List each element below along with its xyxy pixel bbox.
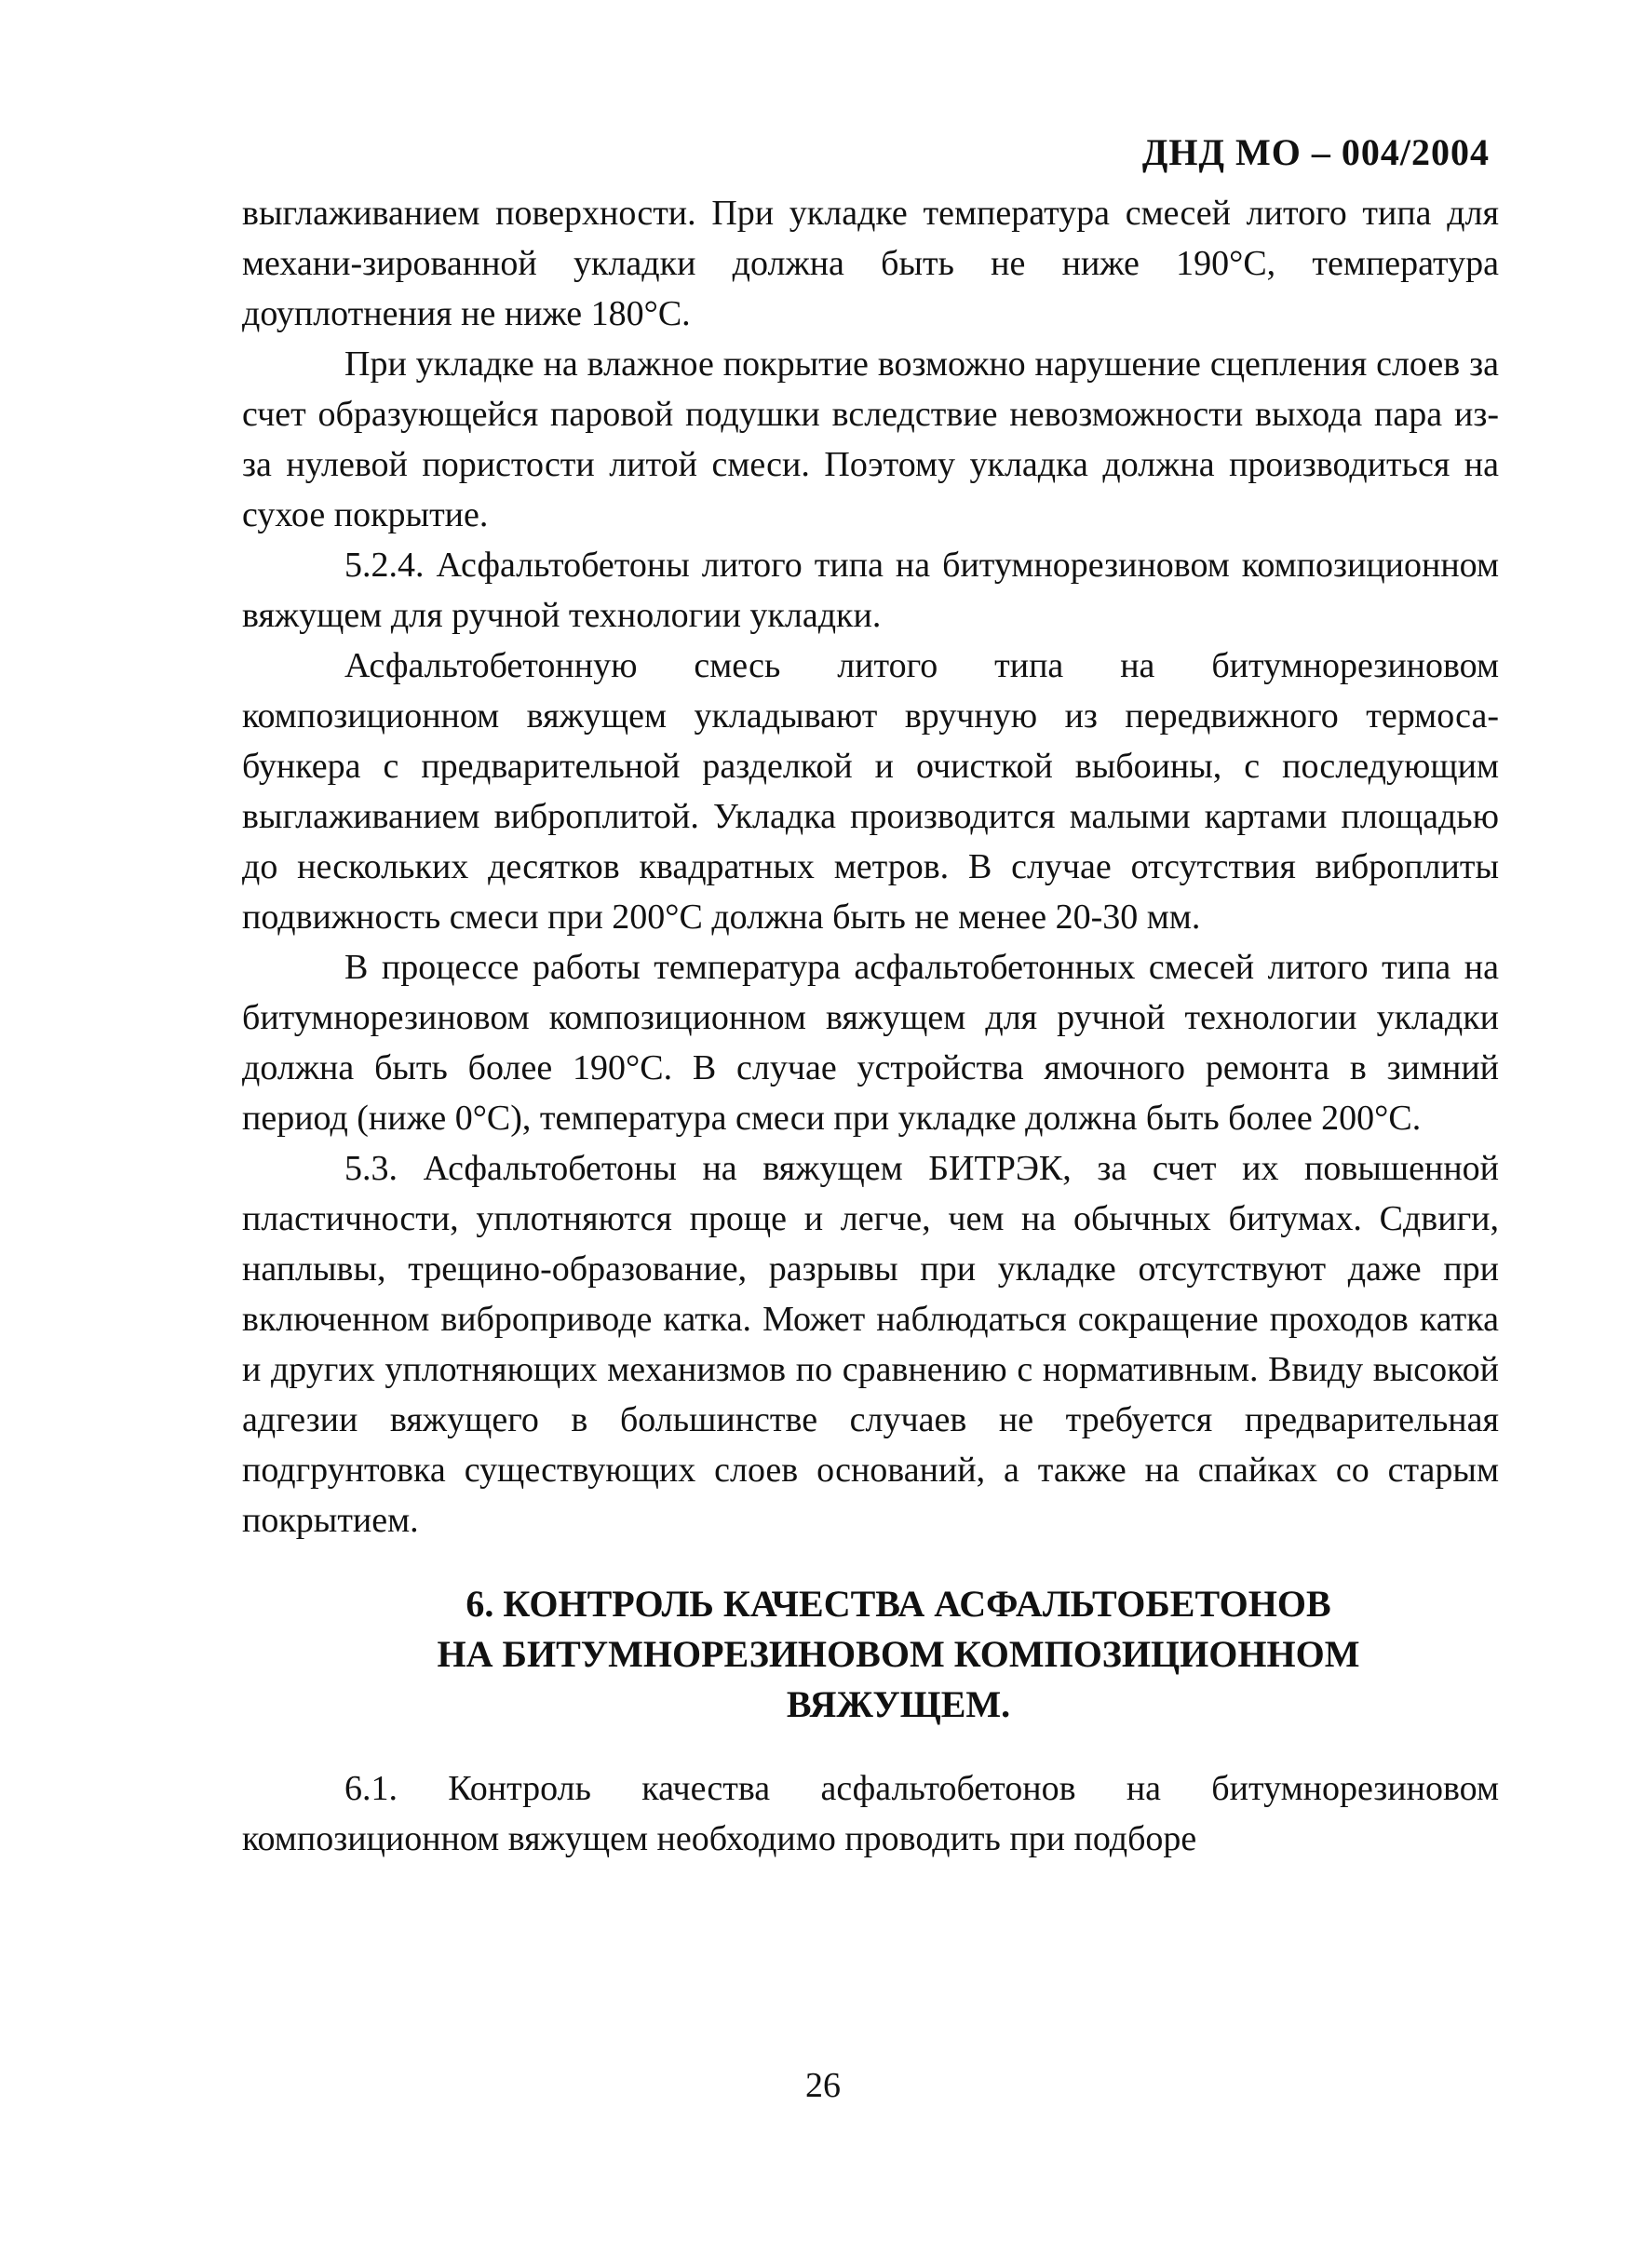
page-number: 26 (805, 2066, 841, 2105)
paragraph-section-5-3: 5.3. Асфальтобетоны на вяжущем БИТРЭК, за счет их повышенной пластичности, уплотняются проще и легче, чем на обычных битумах. Сдвиги, наплывы, трещино-образование, разрывы при укладке отсутствуют даже при включенном виброприводе катка. Может наблюдаться сокращение проходов катка и других уплотняющих механизмов по сравнению с нормативным. Ввиду высокой адгезии вяжущего в большинстве случаев не требуется предварительная подгрунтовка существующих слоев оснований, а также на спайках со старым покрытием. (242, 1149, 1499, 1540)
paragraph-section-5-2-4: 5.2.4. Асфальтобетоны литого типа на битумнорезиновом композиционном вяжущем для ручной технологии укладки. (242, 546, 1499, 635)
paragraph-temperature: В процессе работы температура асфальтобетонных смесей литого типа на битумнорезиновом композиционном вяжущем для ручной технологии укладки должна быть более 190°С. В случае устройства ямочного ремонта в зимний период (ниже 0°С), температура смеси при укладке должна быть более 200°С. (242, 948, 1499, 1138)
paragraph-continuation: выглаживанием поверхности. При укладке температура смесей литого типа для механи-зированной укладки должна быть не ниже 190°С, температура доуплотнения не ниже 180°С. (242, 194, 1499, 333)
section-heading (242, 1579, 1499, 1730)
document-body (242, 188, 1499, 1864)
paragraph-manual-laying: Асфальтобетонную смесь литого типа на битумнорезиновом композиционном вяжущем укладывают вручную из передвижного термоса-бункера с предварительной разделкой и очисткой выбоины, с последующим выглаживанием виброплитой. Укладка производится малыми картами площадью до нескольких десятков квадратных метров. В случае отсутствия виброплиты подвижность смеси при 200°С должна быть не менее 20-30 мм. (242, 646, 1499, 937)
document-code: ДНД МО – 004/2004 (1141, 131, 1490, 173)
paragraph-section-6-1: 6.1. Контроль качества асфальтобетонов на битумнорезиновом композиционном вяжущем необходимо проводить при подборе (242, 1769, 1499, 1858)
section-heading-line: 6. КОНТРОЛЬ КАЧЕСТВА АСФАЛЬТОБЕТОНОВ (465, 1583, 1331, 1625)
section-heading-line: ВЯЖУЩЕМ. (786, 1683, 1011, 1725)
paragraph-wet-surface: При укладке на влажное покрытие возможно нарушение сцепления слоев за счет образующейся паровой подушки вследствие невозможности выхода пара из-за нулевой пористости литой смеси. Поэтому укладка должна производиться на сухое покрытие. (242, 344, 1499, 534)
section-heading-line: НА БИТУМНОРЕЗИНОВОМ КОМПОЗИЦИОННОМ (437, 1633, 1360, 1675)
